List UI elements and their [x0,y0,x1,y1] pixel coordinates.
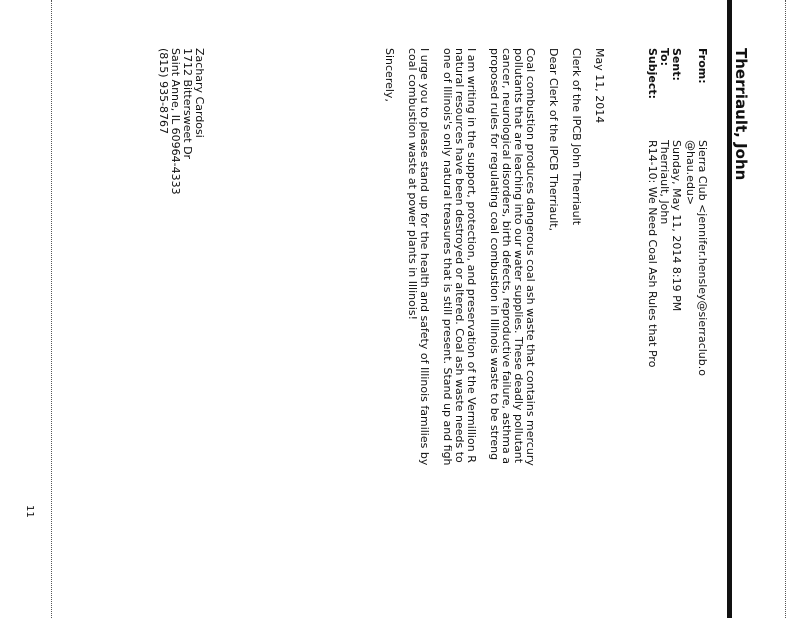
page-number: 11 [24,505,35,518]
paragraph-3-line: I urge you to please stand up for the health and safety of Illinois families by [418,48,431,466]
from-value: Sierra Club <jennifer.hensley@sierraclub.o [696,140,709,376]
subject-value: R14-10: We Need Coal Ash Rules that Pro [646,140,659,368]
top-dotted-rule [785,0,786,618]
letter-date: May 11, 2014 [593,48,606,124]
paragraph-2-line: one of Illinois's only natural treasures that is still present. Stand up and figh [441,48,454,466]
paragraph-3 [406,48,430,618]
paragraph-1-line: cancer, neurological disorders, birth defects, reproductive failure, asthma a [500,48,513,464]
letter-recipient: Clerk of the IPCB John Therriault [570,48,583,226]
signature-address-line1: 1712 Bittersweet Dr [181,48,194,160]
letter-salutation: Dear Clerk of the IPCB Therriault, [547,48,560,232]
signature-block [157,48,205,195]
sent-label: Sent: [670,48,683,81]
paragraph-2-line: natural resources have been destroyed or altered. Coal ash waste needs to [453,48,466,463]
paragraph-1-line: pollutants that are leaching into our water supplies. These deadly pollutant [512,48,525,464]
from-value-cont: @hau.edu> [684,140,697,206]
recipient-name-heading: Therriault, John [732,48,750,181]
signature-phone: (815) 935-8767 [157,48,170,135]
paragraph-2-line: I am writing in the support, protection, and preservation of the Vermillion R [465,48,478,463]
bottom-dotted-rule [51,0,52,618]
to-value: Therriault, John [658,140,671,225]
paragraph-1-line: proposed rules for regulating coal combustion in Illinois waste to be streng [488,48,501,461]
to-label: To: [658,48,671,66]
sent-value: Sunday, May 11, 2014 8:19 PM [670,140,683,312]
signature-address-line2: Saint Anne, IL 60964-4333 [169,48,182,195]
letter-body [372,48,605,618]
from-row [696,48,708,376]
signature-name: Zachary Cardosi [193,48,206,138]
heading-rule [727,0,732,618]
from-label: From: [696,48,709,84]
closing: Sincerely, [383,48,396,102]
paragraph-1-line: Coal combustion produces dangerous coal ash waste that contains mercury [524,48,537,466]
paragraph-2 [441,48,477,618]
subject-row [646,48,658,367]
paragraph-3-line: coal combustion waste at power plants in Illinois! [406,48,419,321]
paragraph-1 [488,48,536,618]
to-row [658,48,670,224]
from-row-cont [684,48,696,205]
subject-label: Subject: [646,48,659,100]
sent-row [670,48,682,311]
